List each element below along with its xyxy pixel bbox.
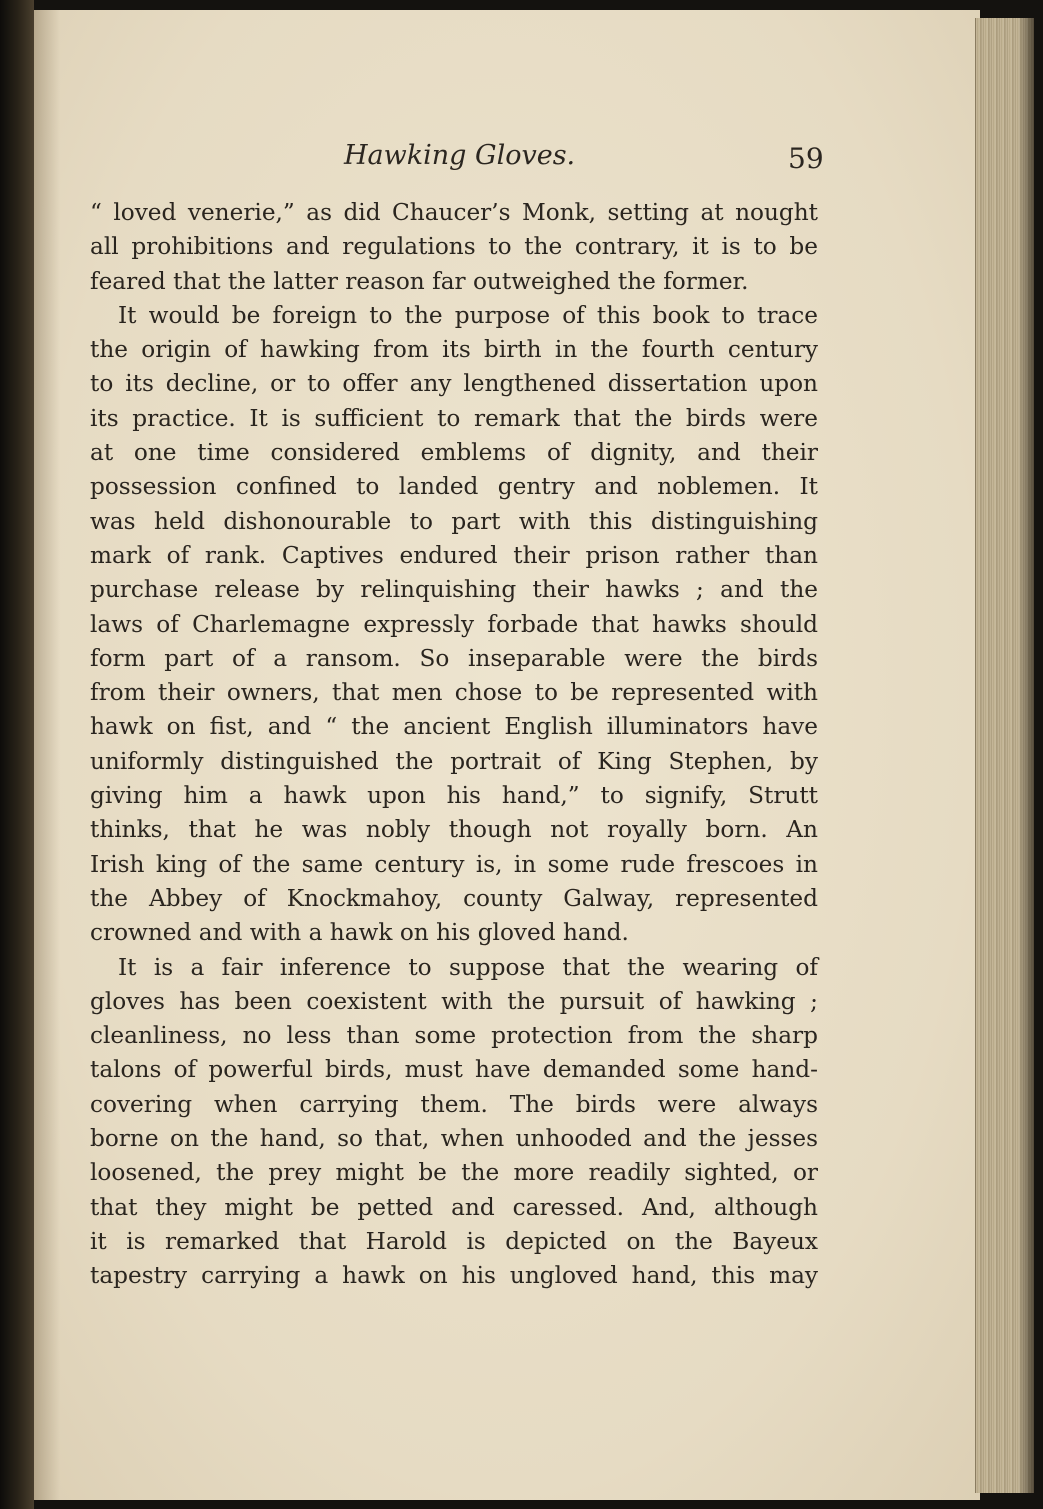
text-line: from their owners, that men chose to be represented with (90, 679, 818, 707)
text-line: “ loved venerie,” as did Chaucer’s Monk, setting at nought (90, 199, 818, 226)
text-line: it is remarked that Harold is depicted on the Bayeux (90, 1227, 818, 1255)
text-line: crowned and with a hawk on his gloved hand. (90, 919, 629, 947)
page-number: 59 (788, 142, 824, 175)
text-line: its practice. It is sufficient to remark that the birds were (90, 404, 818, 432)
text-line: hawk on fist, and “ the ancient English illuminators have (90, 713, 818, 741)
text-line: possession confined to landed gentry and noblemen. It (90, 473, 818, 501)
text-line: at one time considered emblems of dignity, and their (90, 439, 818, 467)
page-edges (975, 18, 1034, 1493)
text-line: cleanliness, no less than some protection from the sharp (90, 1022, 818, 1050)
text-line: laws of Charlemagne expressly forbade that hawks should (90, 610, 818, 638)
text-line: the Abbey of Knockmahoy, county Galway, represented (90, 884, 818, 912)
text-line: form part of a ransom. So inseparable were the birds (90, 644, 818, 672)
text-line: all prohibitions and regulations to the contrary, it is to be (90, 233, 818, 261)
text-line: that they might be petted and caressed. And, although (90, 1193, 818, 1221)
text-line: borne on the hand, so that, when unhooded and the jesses (90, 1125, 818, 1153)
text-line: to its decline, or to offer any lengthened dissertation upon (90, 370, 818, 398)
text-line: talons of powerful birds, must have demanded some hand- (90, 1056, 818, 1084)
text-line: feared that the latter reason far outweighed the former. (90, 267, 749, 295)
text-line: loosened, the prey might be the more readily sighted, or (90, 1159, 818, 1187)
text-line: Irish king of the same century is, in some rude frescoes in (90, 850, 818, 878)
text-line: covering when carrying them. The birds were always (90, 1090, 818, 1118)
text-line: the origin of hawking from its birth in the fourth century (90, 336, 818, 364)
running-head-title: Hawking Gloves. (344, 140, 576, 171)
text-line: uniformly distinguished the portrait of King Stephen, by (90, 747, 818, 775)
text-line: thinks, that he was nobly though not royally born. An (90, 816, 818, 844)
body-text (90, 196, 818, 1294)
text-line: gloves has been coexistent with the pursuit of hawking ; (90, 987, 818, 1015)
text-line: mark of rank. Captives endured their prison rather than (90, 541, 818, 569)
text-line: purchase release by relinquishing their hawks ; and the (90, 576, 818, 604)
text-line: tapestry carrying a hawk on his ungloved hand, this may (90, 1262, 818, 1290)
text-line: giving him a hawk upon his hand,” to signify, Strutt (90, 782, 818, 810)
running-head (0, 140, 1043, 180)
text-line: It is a fair inference to suppose that the wearing of (118, 953, 818, 981)
text-line: It would be foreign to the purpose of this book to trace (118, 301, 818, 329)
binding-shadow (0, 0, 34, 1509)
text-line: was held dishonourable to part with this distinguishing (90, 507, 818, 535)
